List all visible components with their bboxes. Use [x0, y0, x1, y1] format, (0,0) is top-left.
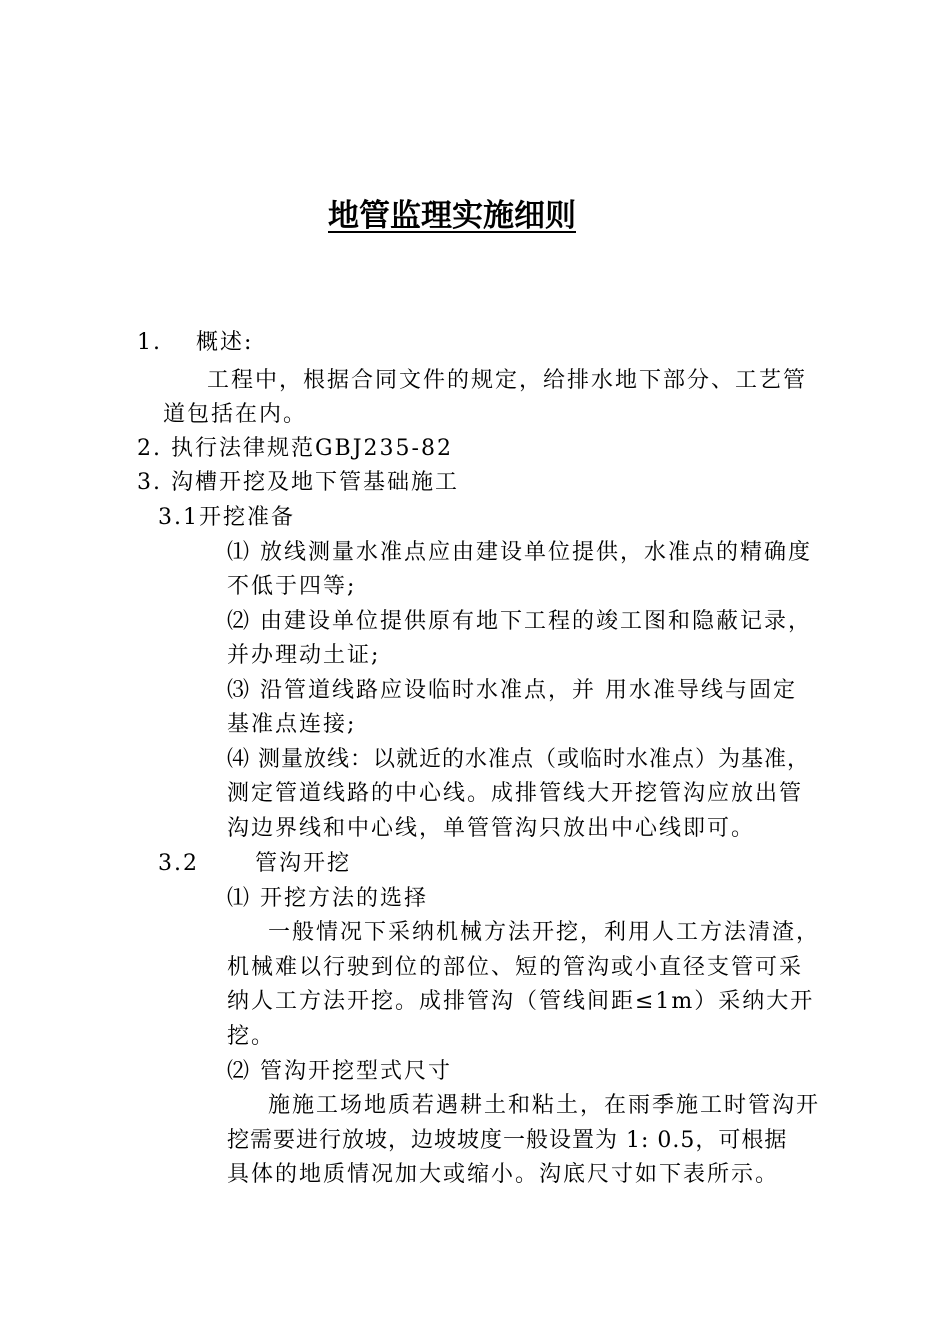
subsection-2-line-3: 具体的地质情况加大或缩小。沟底尺寸如下表所示。 — [227, 1162, 780, 1187]
subsection-2-heading: ⑵ 管沟开挖型式尺寸 — [227, 1059, 452, 1084]
section-1-body-line-1: 工程中，根据合同文件的规定，给排水地下部分、工艺管 — [207, 368, 808, 393]
item-4-line-3: 沟边界线和中心线，单管管沟只放出中心线即可。 — [227, 816, 756, 841]
item-4-line-2: 测定管道线路的中心线。成排管线大开挖管沟应放出管 — [227, 781, 804, 806]
subsection-1-line-4: 挖。 — [227, 1024, 276, 1049]
document-title-text: 地管监理实施细则 — [328, 198, 576, 234]
subsection-1-line-2: 机械难以行驶到位的部位、短的管沟或小直径支管可采 — [227, 955, 804, 980]
item-1-line-1: ⑴ 放线测量水准点应由建设单位提供，水准点的精确度 — [227, 540, 812, 565]
item-2-line-1: ⑵ 由建设单位提供原有地下工程的竣工图和隐蔽记录， — [227, 609, 812, 634]
subsection-1-line-1: 一般情况下采纳机械方法开挖，利用人工方法清渣， — [268, 920, 821, 945]
section-3-2-title: 管沟开挖 — [255, 851, 352, 876]
subsection-2-line-1: 施施工场地质若遇耕土和粘土，在雨季施工时管沟开 — [268, 1093, 821, 1118]
document-title — [0, 196, 904, 236]
item-2-line-2: 并办理动土证; — [227, 643, 381, 668]
item-1-line-2: 不低于四等; — [227, 574, 357, 599]
subsection-1-line-3: 纳人工方法开挖。成排管沟（管线间距≤1m）采纳大开 — [227, 989, 815, 1014]
item-3-line-1: ⑶ 沿管道线路应设临时水准点，并 用水准导线与固定 — [227, 678, 797, 703]
section-1-title: 概述: — [196, 330, 254, 355]
section-3-heading: 3. 沟槽开挖及地下管基础施工 — [137, 470, 459, 495]
section-3-2-number: 3.2 — [158, 851, 199, 876]
section-1-heading — [137, 328, 253, 358]
item-4-line-1: ⑷ 测量放线：以就近的水准点（或临时水准点）为基准， — [227, 747, 810, 772]
subsection-1-heading: ⑴ 开挖方法的选择 — [227, 886, 428, 911]
subsection-2-line-2: 挖需要进行放坡，边坡坡度一般设置为 1: 0.5，可根据 — [227, 1128, 788, 1153]
section-3-1-heading: 3.1开挖准备 — [158, 505, 295, 530]
section-1-number: 1. — [137, 330, 162, 355]
section-1-body-line-2: 道包括在内。 — [163, 402, 308, 427]
section-2-heading: 2. 执行法律规范GBJ235-82 — [137, 436, 453, 461]
item-3-line-2: 基准点连接; — [227, 712, 357, 737]
section-3-2-heading — [158, 849, 351, 879]
